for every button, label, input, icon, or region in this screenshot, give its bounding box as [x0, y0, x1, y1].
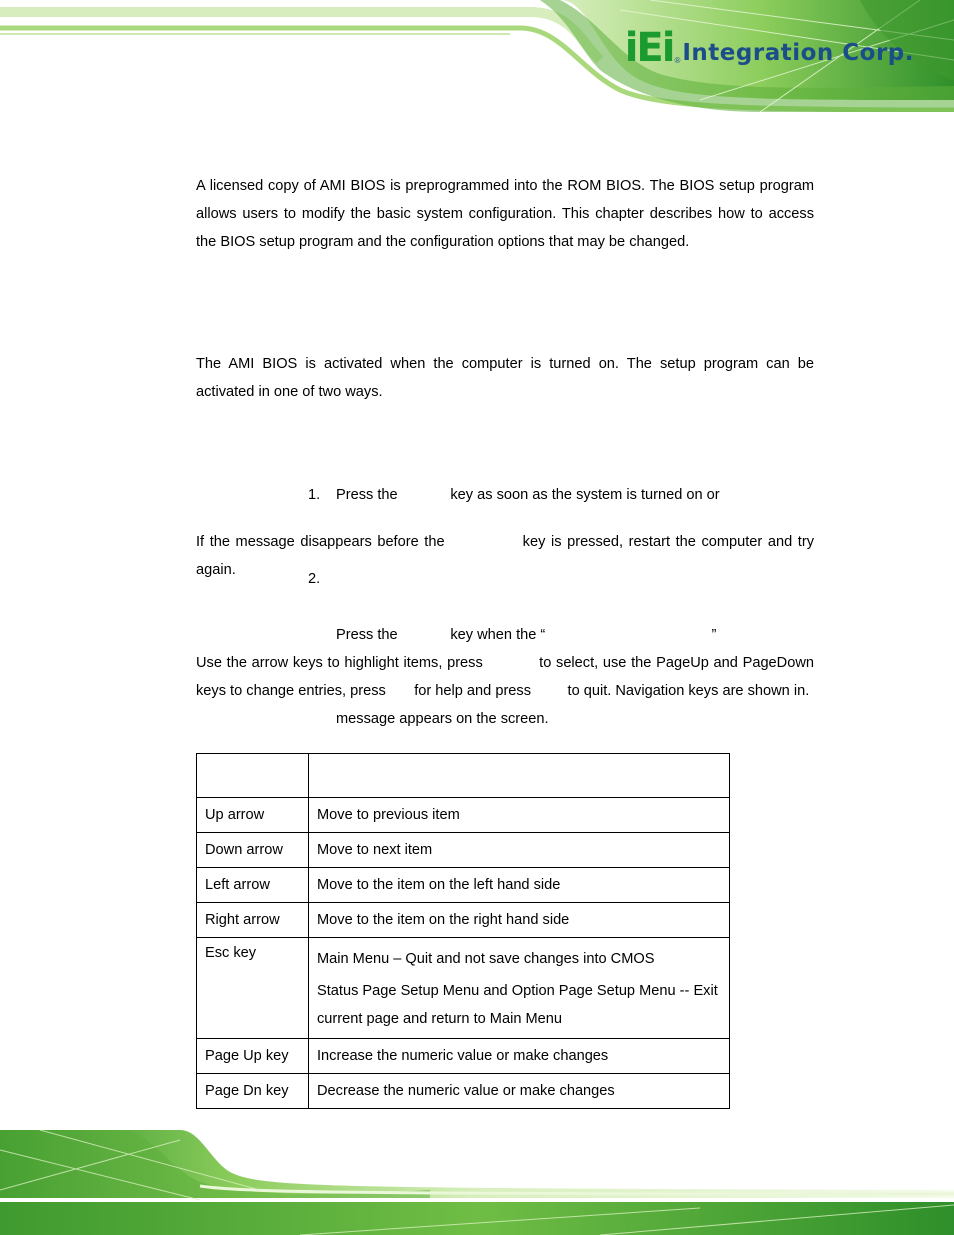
function-cell: Move to previous item: [309, 798, 730, 833]
key-cell: Right arrow: [197, 903, 309, 938]
footer-banner: [0, 1130, 954, 1235]
list-item: [308, 481, 720, 509]
table-header-row: [197, 754, 730, 798]
table-row: [197, 833, 730, 868]
key-cell: Down arrow: [197, 833, 309, 868]
key-cell: Esc key: [197, 938, 309, 1039]
step-text: Press the key as soon as the system is turned on or: [336, 487, 720, 503]
registered-mark: ®: [674, 56, 681, 65]
key-cell: Up arrow: [197, 798, 309, 833]
key-cell: Left arrow: [197, 868, 309, 903]
key-cell: Page Up key: [197, 1039, 309, 1074]
restart-note: If the message disappears before the key is pressed, restart the computer and try again.: [196, 534, 819, 578]
table-row: [197, 938, 730, 1039]
navigation-keys-table: [196, 753, 730, 1109]
function-cell: Move to the item on the right hand side: [309, 903, 730, 938]
function-cell: Move to next item: [309, 833, 730, 868]
company-logo: [624, 25, 914, 71]
step-number: 1.: [308, 487, 321, 503]
table-row: [197, 1039, 730, 1074]
logo-mark: iEi: [624, 25, 674, 71]
logo-text: Integration Corp.: [682, 40, 914, 66]
navigation-paragraph: Use the arrow keys to highlight items, press to select, use the PageUp and PageDown keys to change entries, press for help and press to quit. Navigation keys are shown in.: [196, 655, 819, 699]
step-text-continued: message appears on the screen.: [336, 711, 549, 727]
table-header-function: [309, 754, 730, 798]
table-header-key: [197, 754, 309, 798]
table-row: [197, 798, 730, 833]
function-cell: Move to the item on the left hand side: [309, 868, 730, 903]
function-line: Main Menu – Quit and not save changes into CMOS: [317, 951, 655, 967]
table-row: [197, 868, 730, 903]
activation-paragraph: The AMI BIOS is activated when the computer is turned on. The setup program can be activated in one of two ways.: [196, 356, 814, 400]
key-cell: Page Dn key: [197, 1074, 309, 1109]
step-number: 2.: [308, 571, 321, 587]
function-cell: Decrease the numeric value or make changes: [309, 1074, 730, 1109]
function-line: Status Page Setup Menu and Option Page Setup Menu -- Exit current page and return to Main Menu: [317, 983, 718, 1027]
function-cell: Increase the numeric value or make changes: [309, 1039, 730, 1074]
step-text: Press the key when the “ ”: [336, 627, 717, 643]
table-row: [197, 1074, 730, 1109]
table-row: [197, 903, 730, 938]
function-cell: [309, 938, 730, 1039]
intro-paragraph: A licensed copy of AMI BIOS is preprogrammed into the ROM BIOS. The BIOS setup program allows users to modify the basic system configuration. This chapter describes how to access the BIOS setup program and the configuration options that may be changed.: [196, 178, 814, 250]
